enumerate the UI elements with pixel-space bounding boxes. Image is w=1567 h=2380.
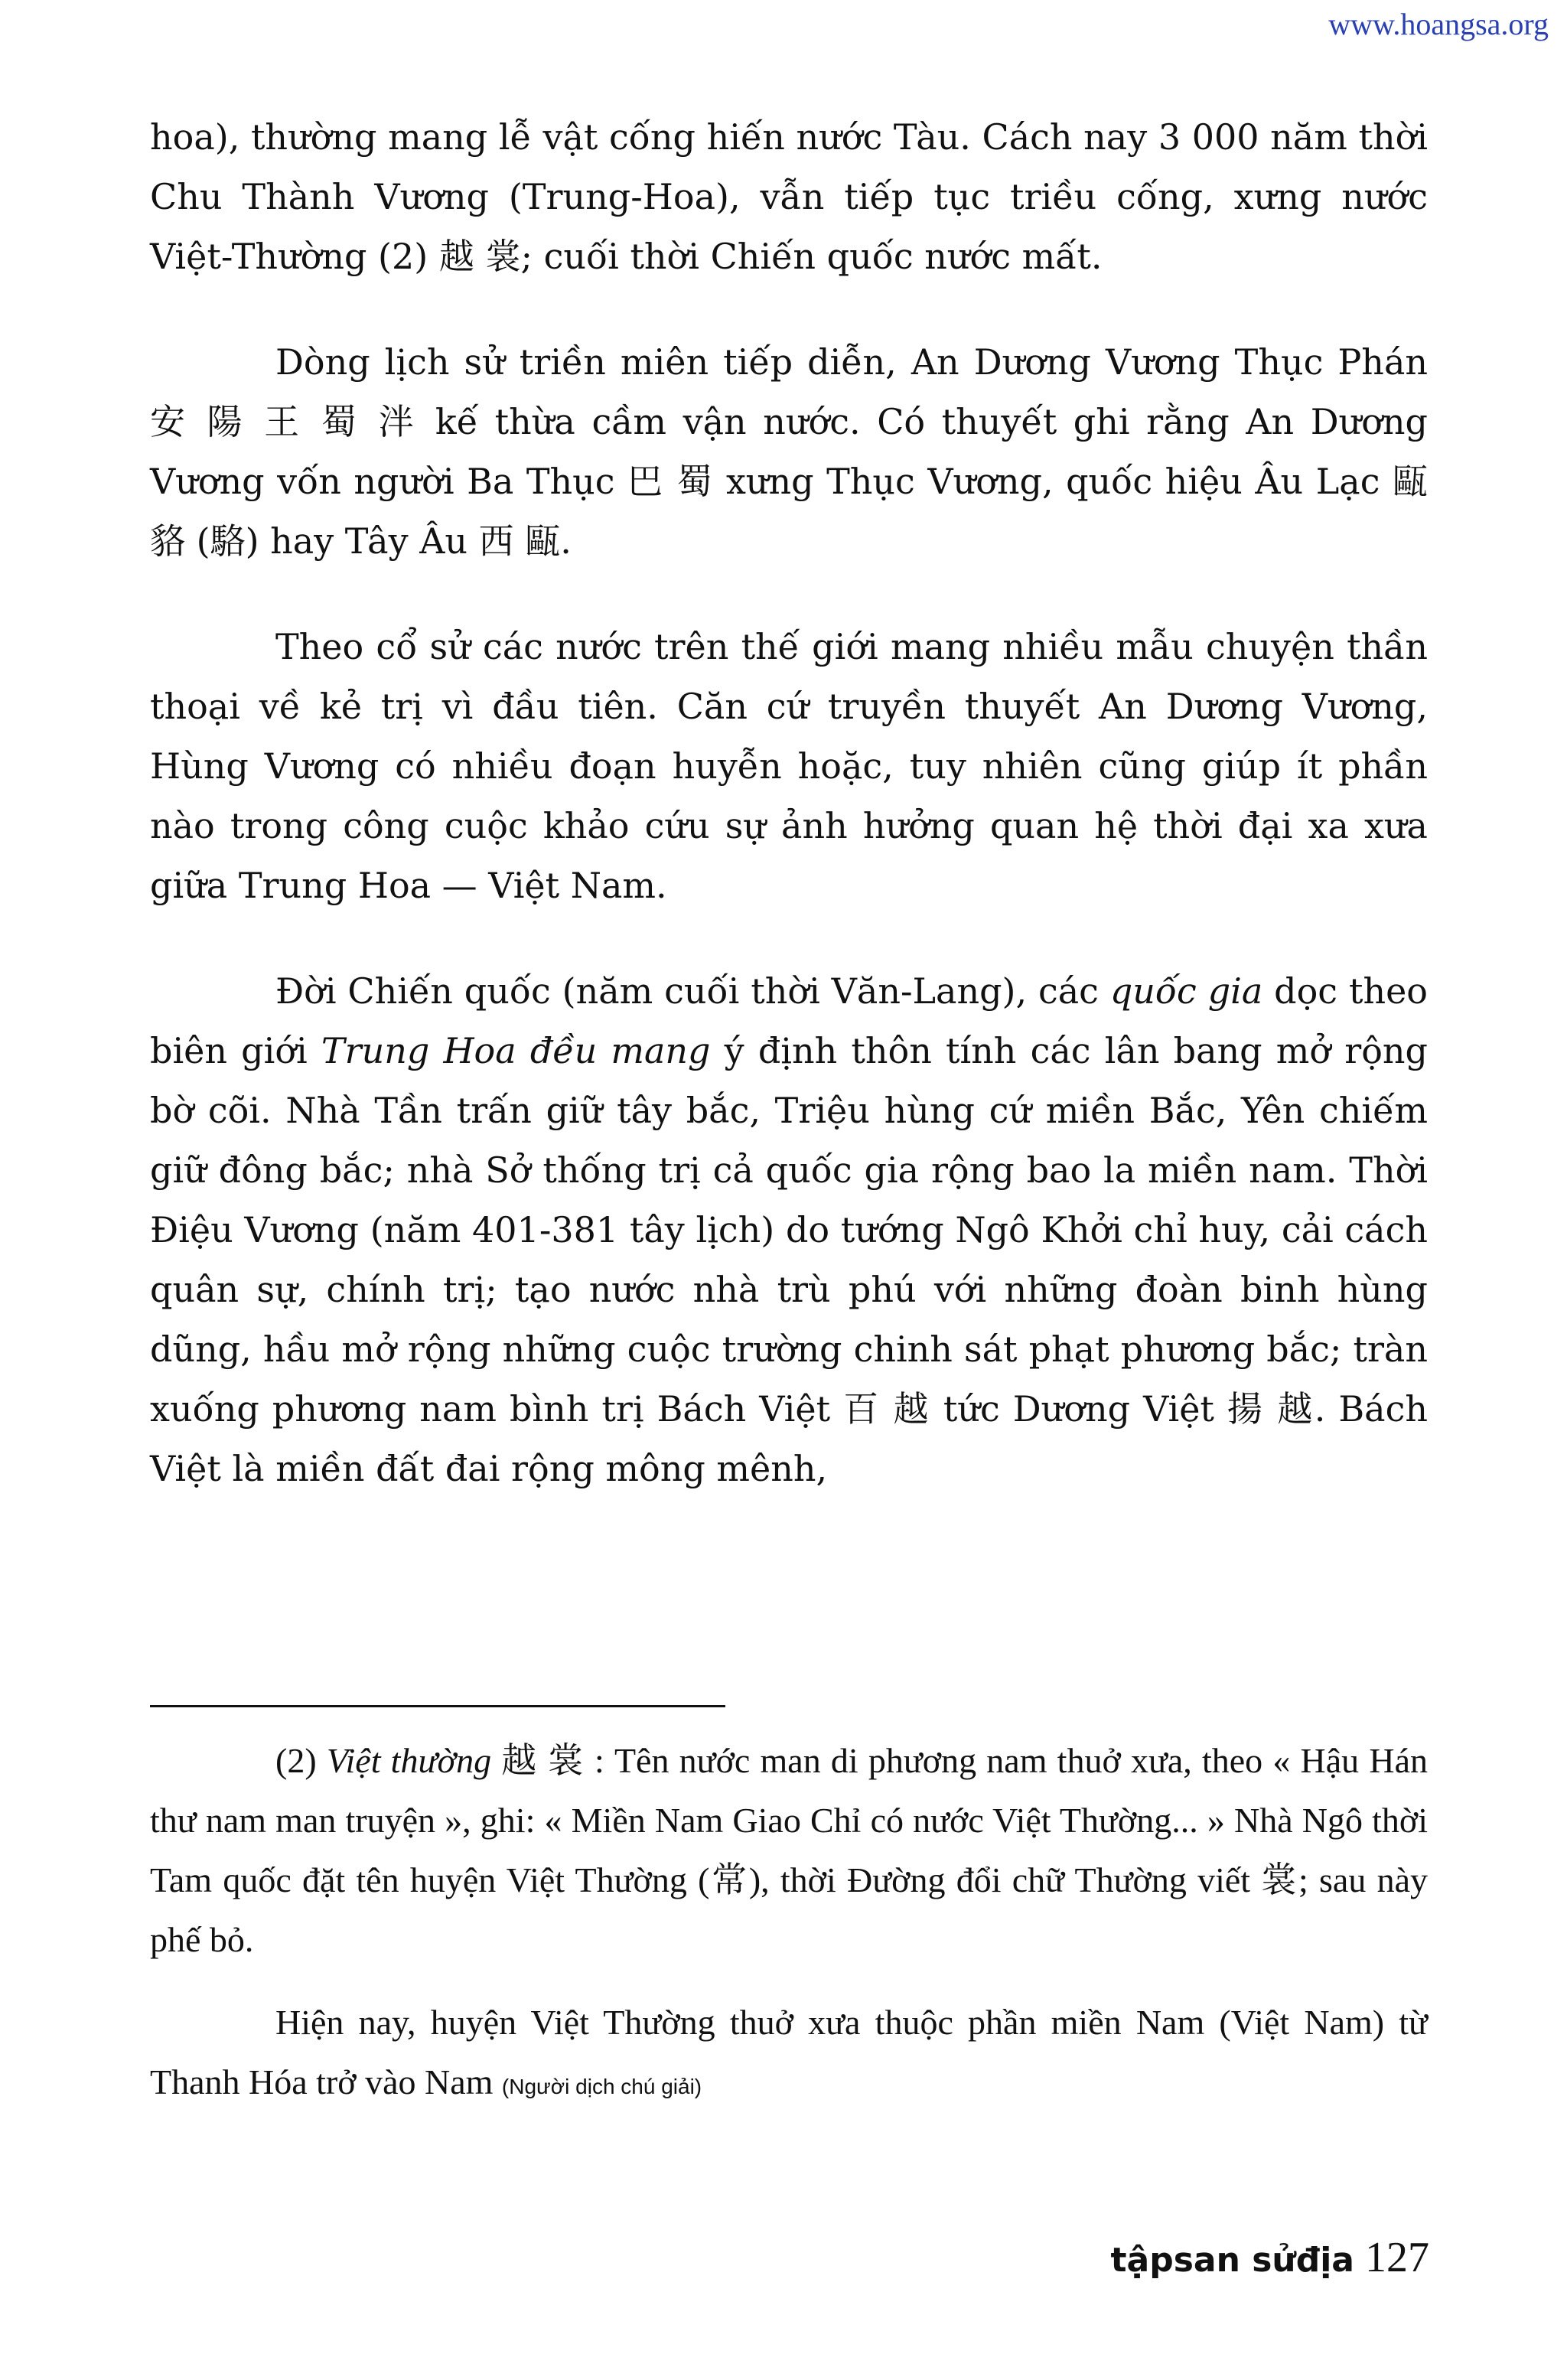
footnotes: [150, 1731, 1428, 2117]
paragraph-3: Theo cổ sử các nước trên thế giới mang nhiều mẫu chuyện thần thoại về kẻ trị vì đầu tiên. Căn cứ truyền thuyết An Dương Vương, Hùng Vương có nhiều đoạn huyễn hoặc, tuy nhiên cũng giúp ít phần nào trong công cuộc khảo cứu sự ảnh hưởng quan hệ thời đại xa xưa giữa Trung Hoa — Việt Nam.: [150, 626, 1428, 906]
p4-text-a: Đời Chiến quốc (năm cuối thời Văn-Lang), các: [275, 970, 1110, 1012]
paragraph-2: Dòng lịch sử triền miên tiếp diễn, An Dương Vương Thục Phán 安 陽 王 蜀 泮 kế thừa cầm vận nước. Có thuyết ghi rằng An Dương Vương vốn người Ba Thục 巴 蜀 xưng Thục Vương, quốc hiệu Âu Lạc 甌 貉 (駱) hay Tây Âu 西 甌.: [150, 341, 1428, 562]
footnote-1-text: 越 裳 : Tên nước man di phương nam thuở xưa, theo « Hậu Hán thư nam man truyện », ghi: « Miền Nam Giao Chỉ có nước Việt Thường... » Nhà Ngô thời Tam quốc đặt tên huyện Việt Thường (常), thời Đường đổi chữ Thường viết 裳; sau này phế bỏ.: [150, 1741, 1428, 1959]
footnote-2-text: Hiện nay, huyện Việt Thường thuở xưa thuộc phần miền Nam (Việt Nam) từ Thanh Hóa trở vào Nam: [150, 2003, 1428, 2101]
paragraph-4: [150, 961, 1428, 1498]
p4-italic-1: quốc gia: [1109, 970, 1263, 1012]
p4-text-b: dọc theo biên giới: [150, 970, 1428, 1071]
p4-text-c: ý định thôn tính các lân bang mở rộng bờ cõi. Nhà Tần trấn giữ tây bắc, Triệu hùng cứ miền Bắc, Yên chiếm giữ đông bắc; nhà Sở thống trị cả quốc gia rộng bao la miền nam. Thời Điệu Vương (năm 401-381 tây lịch) do tướng Ngô Khởi chỉ huy, cải cách quân sự, chính trị; tạo nước nhà trù phú với những đoàn binh hùng dũng, hầu mở rộng những cuộc trường chinh sát phạt phương bắc; tràn xuống phương nam bình trị Bách Việt 百 越 tức Dương Việt 揚 越. Bách Việt là miền đất đai rộng mông mênh,: [150, 1030, 1428, 1489]
footnote-marker: (2): [275, 1741, 327, 1780]
footnote-2: [150, 1993, 1428, 2117]
footnote-term: Việt thường: [326, 1741, 492, 1780]
main-text: [150, 107, 1428, 1498]
journal-name: tậpsan sửđịa: [1110, 2241, 1354, 2280]
translator-note: (Người dịch chú giải): [501, 2075, 702, 2098]
footnote-1: [150, 1731, 1428, 1970]
paragraph-1: hoa), thường mang lễ vật cống hiến nước Tàu. Cách nay 3 000 năm thời Chu Thành Vương (Trung-Hoa), vẫn tiếp tục triều cống, xưng nước Việt-Thường (2) 越 裳; cuối thời Chiến quốc nước mất.: [150, 116, 1428, 277]
footnote-divider: [150, 1705, 725, 1707]
page-footer: [1110, 2233, 1429, 2282]
page-number: 127: [1365, 2234, 1429, 2281]
watermark-link[interactable]: www.hoangsa.org: [1328, 7, 1549, 41]
p4-italic-2: Trung Hoa đều mang: [321, 1030, 711, 1071]
